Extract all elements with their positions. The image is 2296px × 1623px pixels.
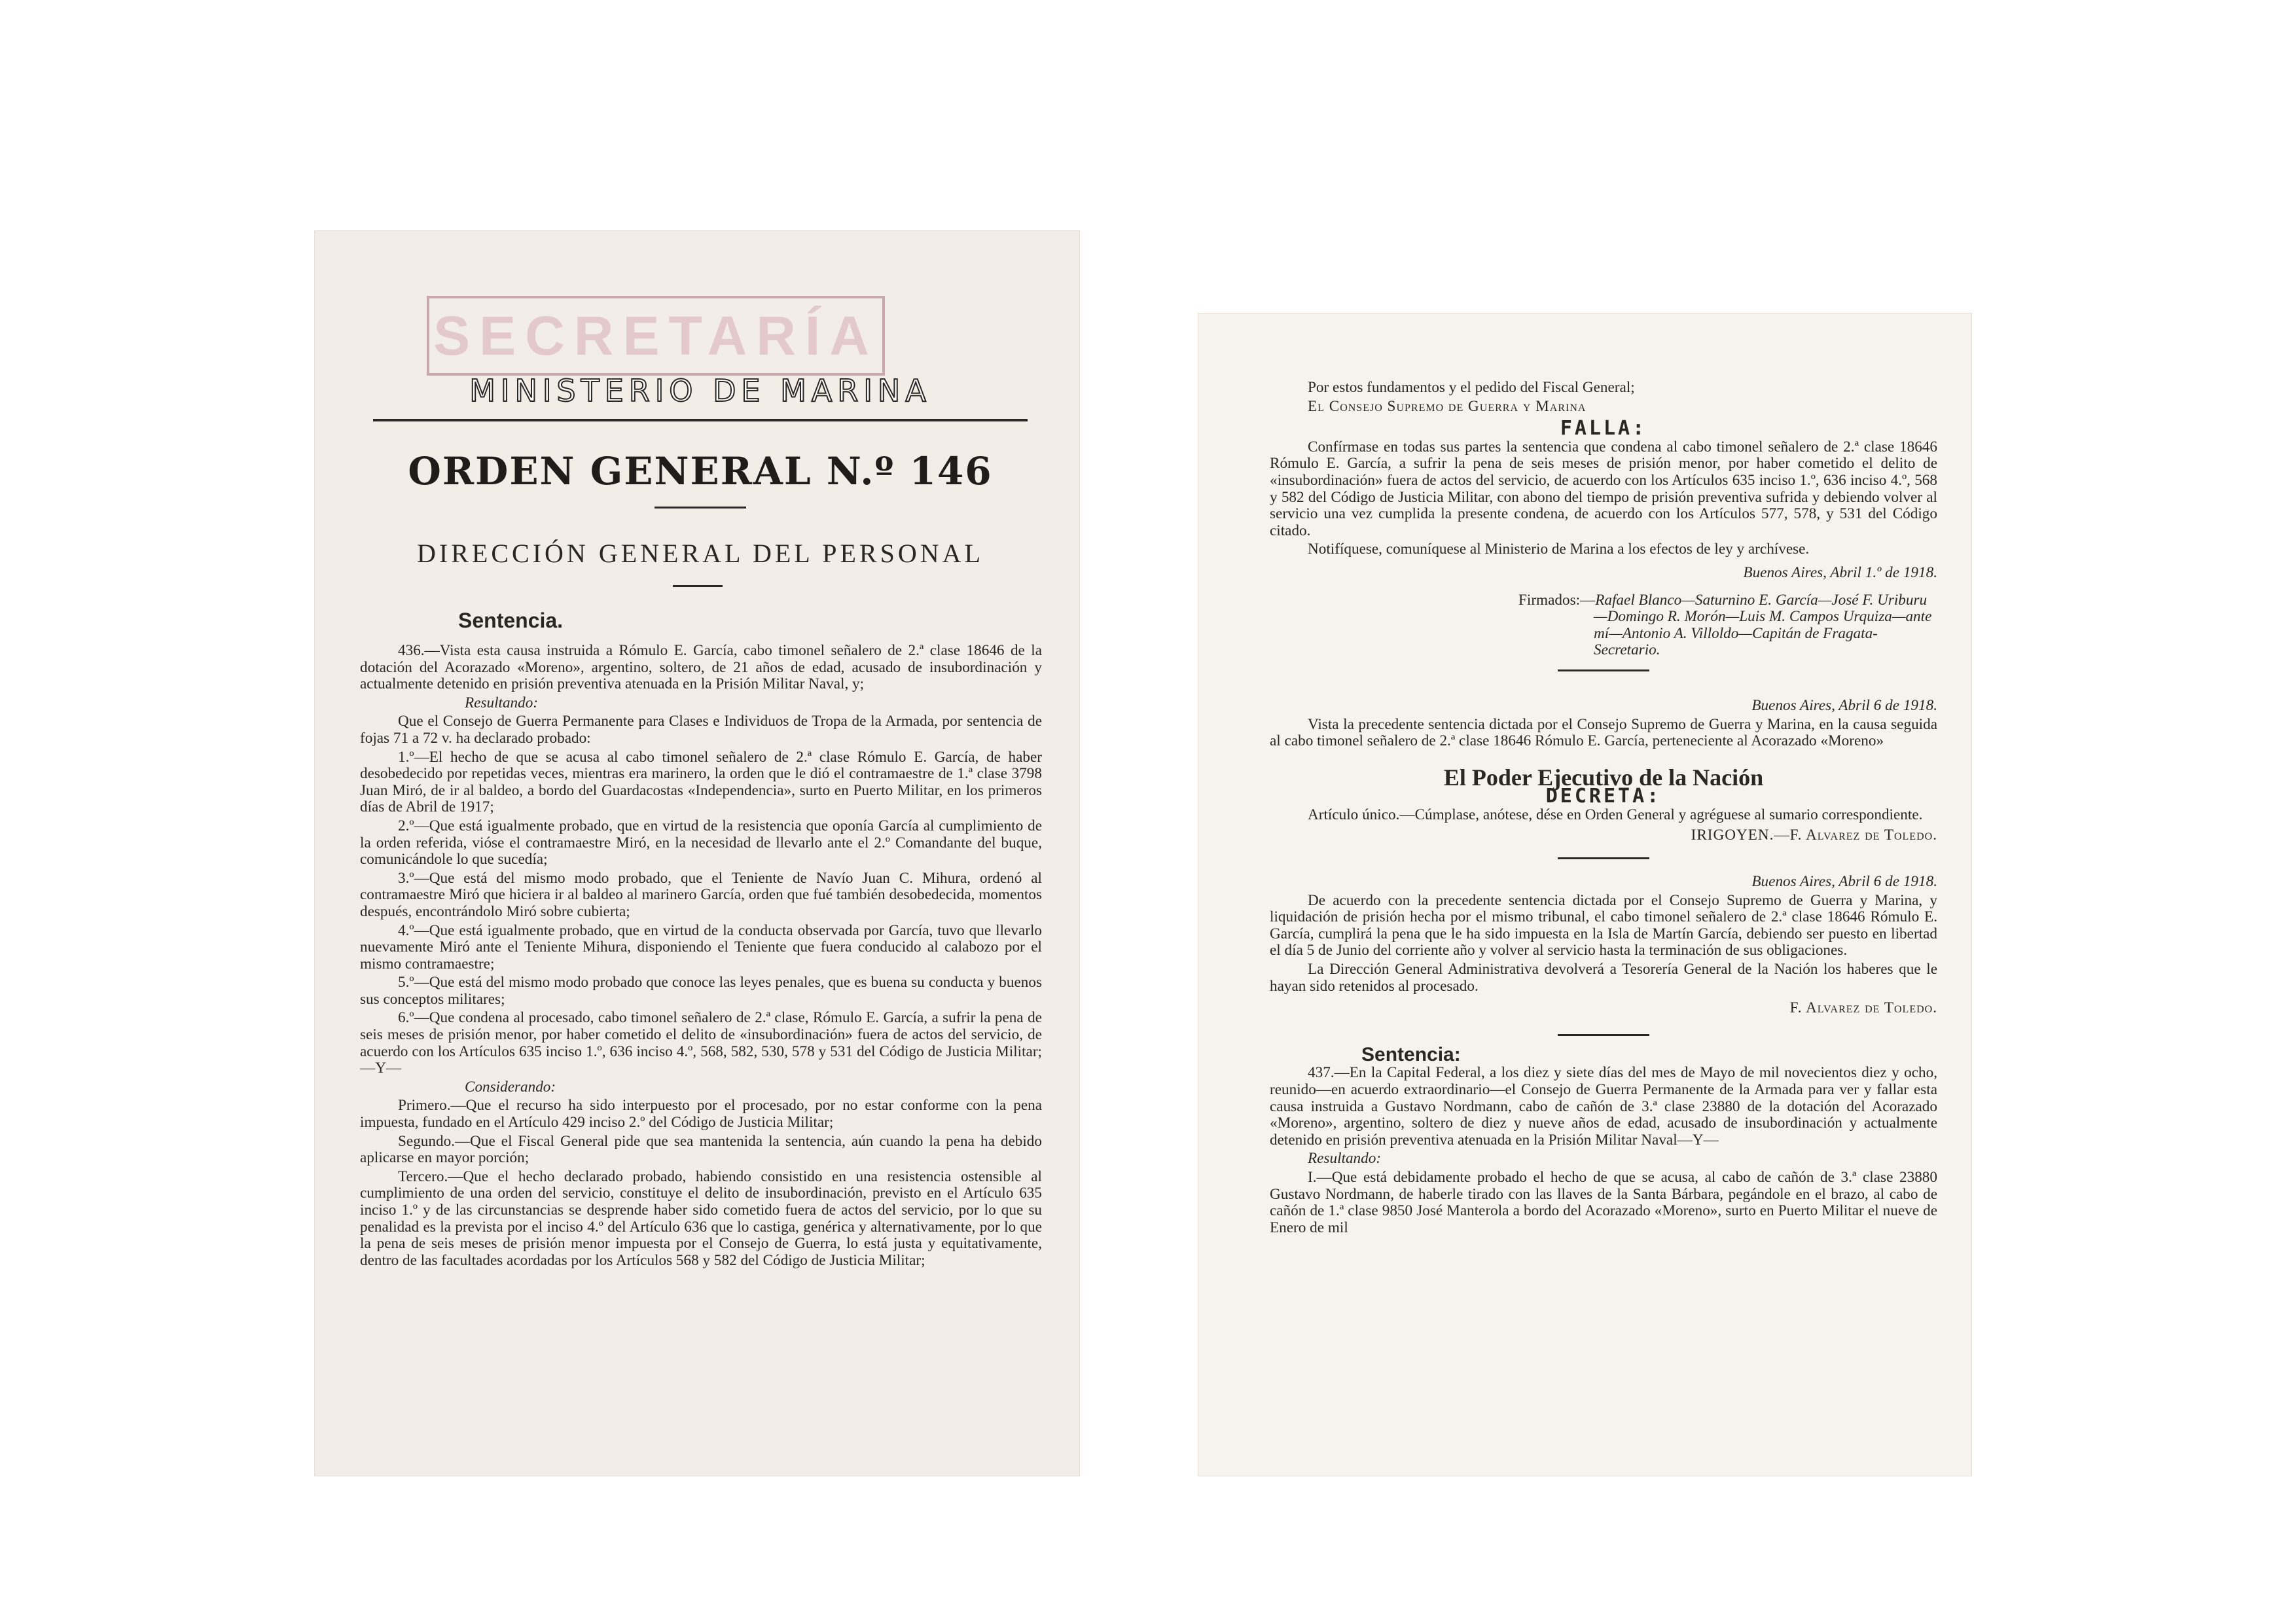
section-rule — [1558, 1034, 1649, 1036]
paragraph: La Dirección General Administrativa devolverá a Tesorería General de la Nación los haberes que le hayan sido retenidos al procesado. — [1270, 961, 1937, 995]
decreta-heading: DECRETA: — [1545, 785, 1662, 808]
paragraph: Tercero.—Que el hecho declarado probado, habiendo consistido en una resistencia ostensible al cumplimiento de una orden del servicio, constituye el delito de insubordinación, previsto en el Artículo 635 inciso 1.º y de las circunstancias se desprende haber sido cometido fuera de actos del servicio, por lo que su penalidad es la prevista por el inciso 4.º del Artículo 636 que lo castiga, genérica y alternativamente, por lo que la pena de seis meses de prisión menor impuesta por el Consejo de Guerra, lo está justa y equitativamente, dentro de las facultades acordadas por los Artículos 568 y 582 del Código de Justicia Militar; — [360, 1168, 1042, 1269]
ministry-rule — [373, 419, 1028, 421]
paragraph: I.—Que está debidamente probado el hecho de que se acusa, al cabo de cañón de 3.ª clase 23880 Gustavo Nordmann, de haberle tirado con las llaves de la Santa Bárbara, pegándole en el brazo, al cabo de cañón de 1.ª clase 9850 José Manterola a bordo del Acorazado «Moreno», surto en Puerto Militar el nueve de Enero de mil — [1270, 1168, 1937, 1236]
ministry-heading: MINISTERIO DE MARINA — [469, 373, 931, 408]
date-line: Buenos Aires, Abril 1.º de 1918. — [1743, 563, 1937, 581]
paragraph: Segundo.—Que el Fiscal General pide que sea mantenida la sentencia, aún cuando la pena ha debido aplicarse en mayor porción; — [360, 1132, 1042, 1167]
paragraph: Notifíquese, comuníquese al Ministerio de Marina a los efectos de ley y archívese. — [1308, 541, 1810, 558]
right-page — [1198, 313, 1972, 1476]
paragraph: Artículo único.—Cúmplase, anótese, dése en Orden General y agréguese al sumario correspondiente. — [1308, 806, 1923, 823]
paragraph: 4.º—Que está igualmente probado, que en virtud de la conducta observada por García, tuvo que llevarlo nuevamente Miró ante el Teniente Mihura, disponiendo el Teniente que fuera conducido al calabozo por el mismo contramaestre; — [360, 921, 1042, 972]
firmados-block — [1518, 592, 1937, 659]
left-body-text — [360, 643, 1042, 1271]
sentencia-heading: Sentencia: — [1361, 1043, 1461, 1065]
paragraph-436: 436.—Vista esta causa instruida a Rómulo E. García, cabo timonel señalero de 2.ª clase 18646 de la dotación del Acorazado «Moreno», argentino, soltero, de 21 años de edad, acusado de insubordinación y actualmente detenido en prisión preventiva atenuada en la Prisión Militar Naval, y; — [360, 642, 1042, 693]
date-line: Buenos Aires, Abril 6 de 1918. — [1751, 873, 1937, 891]
firmados-label: Firmados:— — [1518, 591, 1596, 609]
paragraph-437: 437.—En la Capital Federal, a los diez y siete días del mes de Mayo de mil novecientos diez y ocho, reunido—en acuerdo extraordinario—el Consejo de Guerra Permanente de la Armada para ver y fallar esta causa instruida a Gustavo Nordmann, cabo de cañón de 3.ª clase 23880 de la dotación del Acorazado «Moreno», argentino, soltero de diez y nueve años de edad, acusado de insubordinación y actualmente detenido en prisión preventiva atenuada en la Prisión Militar Naval—Y— — [1270, 1064, 1937, 1149]
paragraph: 6.º—Que condena al procesado, cabo timonel señalero de 2.ª clase, Rómulo E. García, a sufrir la pena de seis meses de prisión menor, por haber cometido el delito de «insubordinación» fuera de actos del servicio, de acuerdo con los Artículos 635 inciso 1.º, 636 inciso 4.º, 568, 582, 530, 578 y 531 del Código de Justicia Militar;—Y— — [360, 1009, 1042, 1077]
date-line: Buenos Aires, Abril 6 de 1918. — [1751, 696, 1937, 714]
direccion-heading: DIRECCIÓN GENERAL DEL PERSONAL — [417, 539, 984, 568]
left-page — [314, 230, 1080, 1476]
resultando-heading: Resultando: — [465, 694, 539, 711]
paragraph: 5.º—Que está del mismo modo probado que conoce las leyes penales, que es buena su conducta y buenos sus conceptos militares; — [360, 974, 1042, 1008]
firmados-names: Rafael Blanco—Saturnino E. García—José F. Uriburu—Domingo R. Morón—Luis M. Campos Urquiza—ante mí—Antonio A. Villoldo—Capitán de Fragata-Secretario. — [1594, 591, 1932, 659]
paragraph: 3.º—Que está del mismo modo probado, que el Teniente de Navío Juan C. Mihura, ordenó al contramaestre Miró que hiciera ir al baldeo al marinero García, orden que fué también desobedecida, momentos después, encontrándolo Miró sobre cubierta; — [360, 869, 1042, 920]
resultando-heading: Resultando: — [1308, 1150, 1382, 1168]
section-rule — [1558, 669, 1649, 671]
paragraph: Vista la precedente sentencia dictada por el Consejo Supremo de Guerra y Marina, en la causa seguida al cabo timonel señalero de 2.ª clase 18646 Rómulo E. García, perteneciente al Acorazado «Moreno» — [1270, 715, 1937, 750]
signature-alvarez: F. Alvarez de Toledo. — [1789, 999, 1937, 1017]
paragraph: 1.º—El hecho de que se acusa al cabo timonel señalero de 2.ª clase Rómulo E. García, de haber desobedecido por repetidas veces, mientras era marinero, la orden que le dió el contramaestre de 1.ª clase 3798 Juan Miró, de ir al baldeo, a bordo del Guardacostas «Independencia», surto en Puerto Militar, en los primeros días de Abril de 1917; — [360, 748, 1042, 816]
secretaria-stamp — [427, 296, 885, 376]
poder-ejecutivo-heading: El Poder Ejecutivo de la Nación — [1443, 764, 1764, 791]
signature-irigoyen: IRIGOYEN.—F. Alvarez de Toledo. — [1691, 827, 1937, 844]
paragraph: Por estos fundamentos y el pedido del Fiscal General; — [1308, 379, 1635, 396]
paragraph: Confírmase en todas sus partes la sentencia que condena al cabo timonel señalero de 2.ª clase 18646 Rómulo E. García, a sufrir la pena de seis meses de prisión menor, por haber cometido el delito de «insubordinación» fuera de actos del servicio, de acuerdo con los Artículos 635 inciso 1.º, 636 inciso 4.º, 568 y 582 del Código de Justicia Militar, con abono del tiempo de prisión preventiva sufrida y debiendo volver al servicio una vez cumplida la presente condena, de acuerdo con los Artículos 577, 578, y 531 del Código citado. — [1270, 438, 1937, 539]
falla-heading: FALLA: — [1560, 417, 1647, 440]
orden-rule — [655, 507, 746, 508]
stamp-text: SECRETARÍA — [433, 304, 878, 366]
right-body-text — [1270, 380, 1937, 1238]
orden-general-title: ORDEN GENERAL N.º 146 — [408, 449, 993, 493]
paragraph: De acuerdo con la precedente sentencia dictada por el Consejo Supremo de Guerra y Marina, y liquidación de prisión hecha por el mismo tribunal, el cabo timonel señalero de 2.ª clase 18646 Rómulo E. García, cumplirá la pena que le ha sido impuesta en la Isla de Martín García, debiendo ser puesto en libertad el día 5 de Junio del corriente año y volver al servicio hasta la terminación de sus obligaciones. — [1270, 891, 1937, 959]
paragraph: 2.º—Que está igualmente probado, que en virtud de la resistencia que oponía García al cumplimiento de la orden referida, vióse el contramaestre Miró, en la necesidad de llevarlo ante el 2.º Comandante del buque, comunicándole lo que sucedía; — [360, 817, 1042, 868]
consejo-supremo-line: El Consejo Supremo de Guerra y Marina — [1308, 397, 1587, 415]
section-rule — [1558, 857, 1649, 859]
paragraph: Primero.—Que el recurso ha sido interpuesto por el procesado, por no estar conforme con la pena impuesta, fundado en el Artículo 429 inciso 2.º del Código de Justicia Militar; — [360, 1097, 1042, 1132]
sentencia-heading: Sentencia. — [458, 609, 564, 632]
paragraph: Que el Consejo de Guerra Permanente para Clases e Individuos de Tropa de la Armada, por sentencia de fojas 71 a 72 v. ha declarado probado: — [360, 713, 1042, 747]
direccion-rule — [673, 585, 723, 587]
considerando-heading: Considerando: — [465, 1078, 556, 1096]
